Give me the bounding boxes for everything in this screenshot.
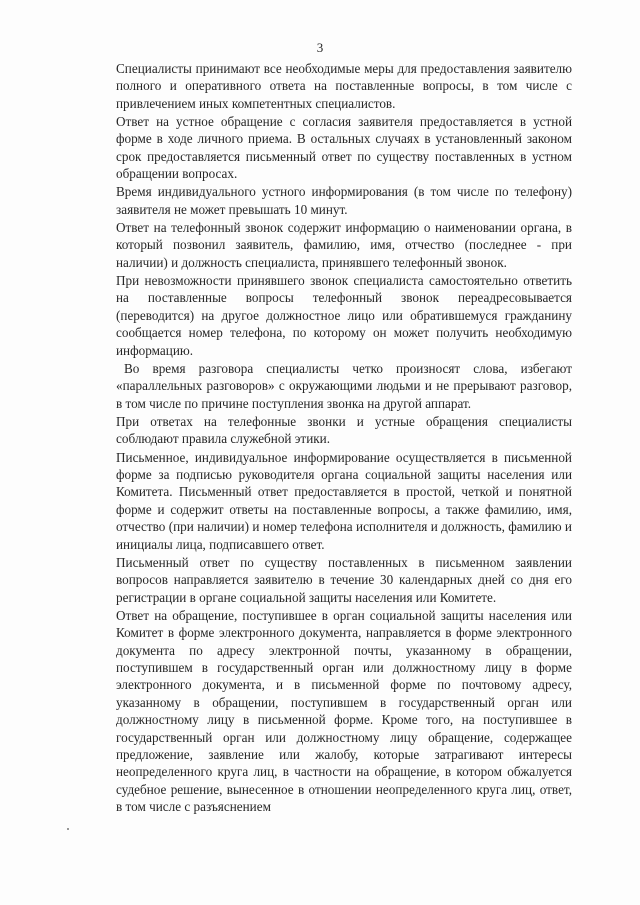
page-number: 3 <box>316 40 324 55</box>
paragraph-ethics: При ответах на телефонные звонки и устные обращения специалисты соблюдают правила служебной этики. <box>116 413 572 447</box>
paragraph-written-deadline: Письменный ответ по существу поставленных в письменном заявлении вопросов направляется заявителю в течение 30 календарных дней со дня его регистрации в органе социальной защиты населения или Комитете. <box>116 554 572 605</box>
paragraph-written-info: Письменное, индивидуальное информирование осуществляется в письменной форме за подписью руководителя органа социальной защиты населения или Комитета. Письменный ответ предоставляется в простой, четкой и понятной форме и содержит ответы на поставленные вопросы, а также фамилию, имя, отчество (при наличии) и номер телефона исполнителя и должность, фамилию и инициалы лица, подписавшего ответ. <box>116 449 572 552</box>
paragraph-redirect: При невозможности принявшего звонок специалиста самостоятельно ответить на поставленные вопросы телефонный звонок переадресовывается (переводится) на другое должностное лицо или обратившемуся гражданину сообщается номер телефона, по которому он может получить необходимую информацию. <box>116 273 572 358</box>
scan-speck <box>67 828 69 830</box>
paragraph-time-limit: Время индивидуального устного информирования (в том числе по телефону) заявителя не может превышать 10 минут. <box>116 184 572 217</box>
paragraph-oral-reply: Ответ на устное обращение с согласия заявителя предоставляется в устной форме в ходе личного приема. В остальных случаях в установленный законом срок предоставляется письменный ответ по существу поставленных в устном обращении вопросах. <box>116 114 572 182</box>
paragraph-speech: Во время разговора специалисты четко произносят слова, избегают «параллельных разговоров» с окружающими людьми и не прерывают разговор, в том числе по причине поступления звонка на другой аппарат. <box>116 360 572 411</box>
paragraph-phone-reply: Ответ на телефонный звонок содержит информацию о наименовании органа, в который позвонил заявитель, фамилию, имя, отчество (последнее - при наличии) и должность специалиста, принявшего телефонный звонок. <box>116 220 572 270</box>
paragraph-electronic: Ответ на обращение, поступившее в орган социальной защиты населения или Комитет в форме электронного документа, направляется в форме электронного документа по адресу электронной почты, указанному в обращении, поступившем в государственный орган или должностному лицу в форме электронного документа, и в письменной форме по почтовому адресу, указанному в обращении, поступившем в государственный орган или должностному лицу в письменной форме. Кроме того, на поступившее в государственный орган или должностному лицу обращение, содержащее предложение, заявление или жалобу, которые затрагивают интересы неопределенного круга лиц, в частности на обращение, в котором обжалуется судебное решение, вынесенное в отношении неопределенного круга лиц, ответ, в том числе с разъяснением <box>116 607 572 815</box>
paragraph-measures: Специалисты принимают все необходимые меры для предоставления заявителю полного и оперативного ответа на поставленные вопросы, в том числе с привлечением иных компетентных специалистов. <box>116 61 572 111</box>
document-body <box>116 60 572 816</box>
